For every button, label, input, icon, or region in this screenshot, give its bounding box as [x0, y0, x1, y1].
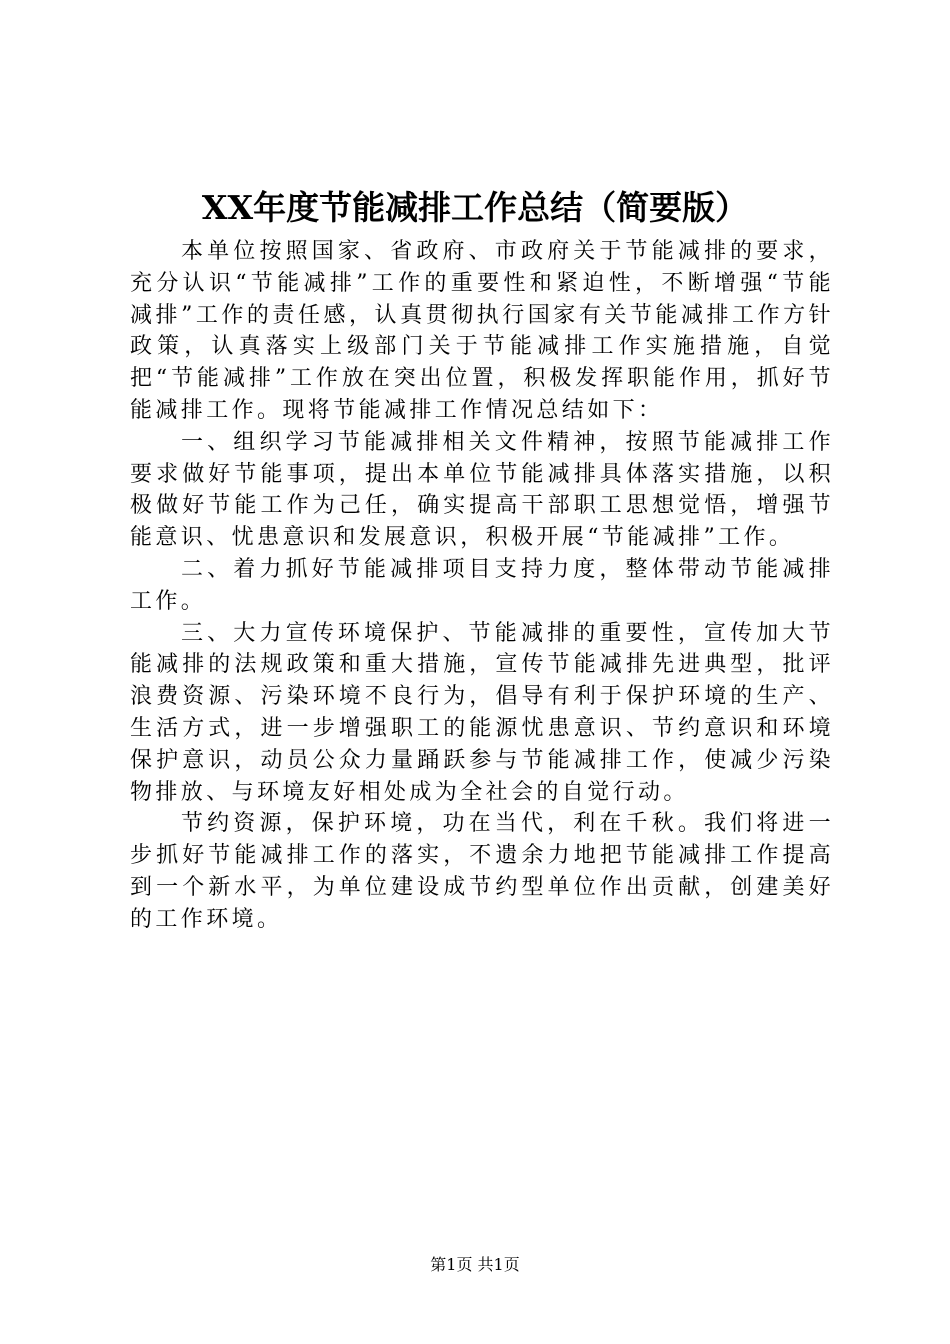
paragraph-item-2: 二、着力抓好节能减排项目支持力度，整体带动节能减排工作。 [130, 556, 834, 614]
paragraph-item-3: 三、大力宣传环境保护、节能减排的重要性，宣传加大节能减排的法规政策和重大措施，宣传节能减排先进典型，批评浪费资源、污染环境不良行为，倡导有利于保护环境的生产、生活方式，进一步增强职工的能源忧患意识、节约意识和环境保护意识，动员公众力量踊跃参与节能减排工作，使减少污染物排放、与环境友好相处成为全社会的自觉行动。 [130, 620, 834, 805]
paragraph-conclusion: 节约资源，保护环境，功在当代，利在千秋。我们将进一步抓好节能减排工作的落实，不遗余力地把节能减排工作提高到一个新水平，为单位建设成节约型单位作出贡献，创建美好的工作环境。 [130, 811, 834, 932]
paragraph-item-1: 一、组织学习节能减排相关文件精神，按照节能减排工作要求做好节能事项，提出本单位节能减排具体落实措施，以积极做好节能工作为己任，确实提高干部职工思想觉悟，增强节能意识、忧患意识和发展意识，积极开展“节能减排”工作。 [130, 429, 834, 551]
paragraph-intro: 本单位按照国家、省政府、市政府关于节能减排的要求，充分认识“节能减排”工作的重要性和紧迫性，不断增强“节能减排”工作的责任感，认真贯彻执行国家有关节能减排工作方针政策，认真落实上级部门关于节能减排工作实施措施，自觉把“节能减排”工作放在突出位置，积极发挥职能作用，抓好节能减排工作。现将节能减排工作情况总结如下： [130, 239, 834, 423]
page-title: XX年度节能减排工作总结（简要版） [201, 188, 749, 227]
page-footer: 第1页 共1页 [430, 1255, 520, 1274]
document-body [130, 236, 834, 936]
